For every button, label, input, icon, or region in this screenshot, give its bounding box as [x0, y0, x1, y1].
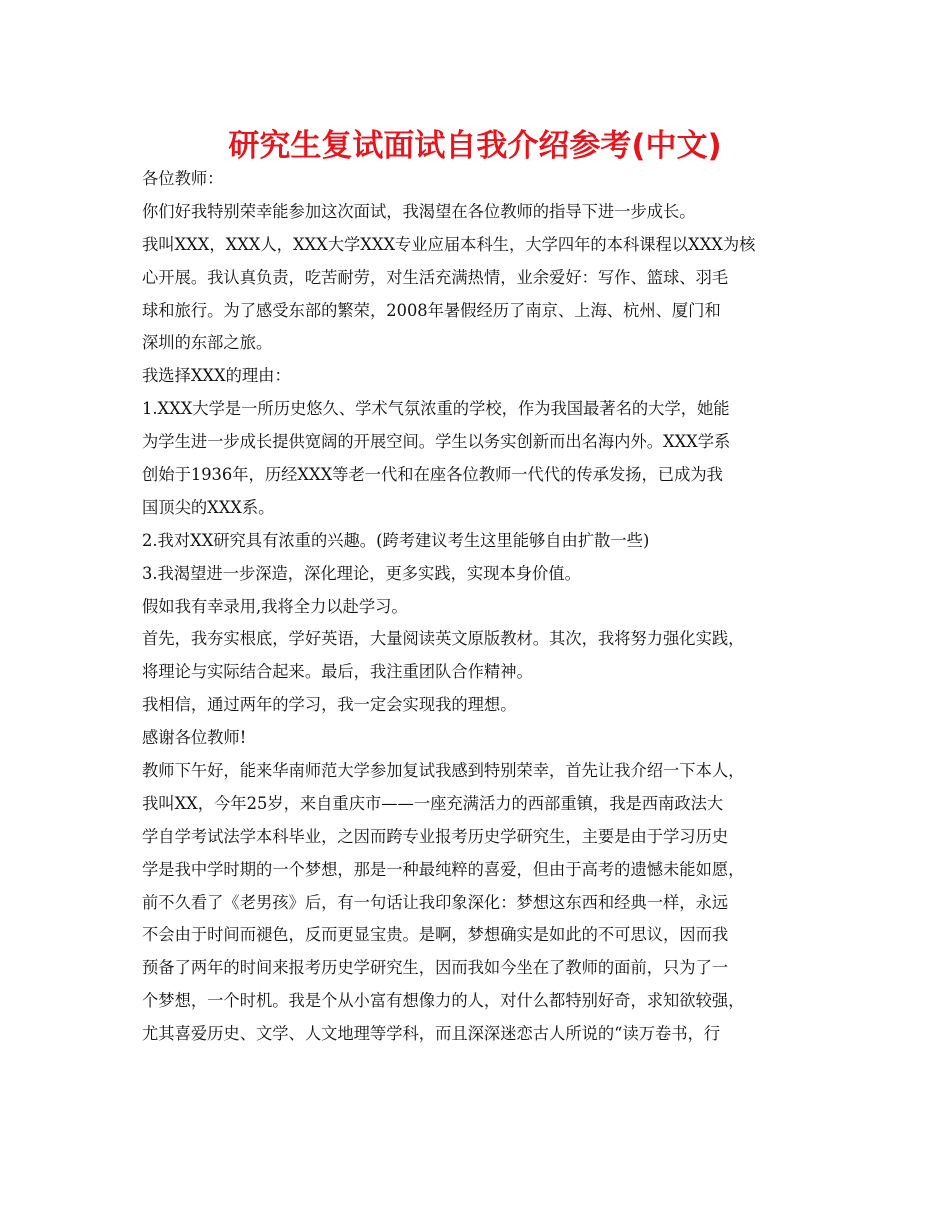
body-text-line: 我叫XXX，XXX人，XXX大学XXX专业应届本科生，大学四年的本科课程以XXX为核: [142, 234, 756, 254]
body-text-line: 学自学考试法学本科毕业，之因而跨专业报考历史学研究生，主要是由于学习历史: [142, 826, 729, 846]
body-text-line: 国顶尖的XXX系。: [142, 497, 275, 517]
body-text-line: 学是我中学时期的一个梦想，那是一种最纯粹的喜爱，但由于高考的遗憾未能如愿，: [142, 859, 745, 879]
body-text-line: 心开展。我认真负责，吃苦耐劳，对生活充满热情，业余爱好：写作、篮球、羽毛: [142, 267, 729, 287]
body-text-line: 深圳的东部之旅。: [142, 333, 273, 353]
body-text-line: 创始于1936年，历经XXX等老一代和在座各位教师一代代的传承发扬，已成为我: [142, 465, 723, 485]
body-text-line: 为学生进一步成长提供宽阔的开展空间。学生以务实创新而出名海内外。XXX学系: [142, 432, 731, 452]
body-text-line: 预备了两年的时间来报考历史学研究生，因而我如今坐在了教师的面前，只为了一: [142, 958, 729, 978]
body-text-line: 尤其喜爱历史、文学、人文地理等学科，而且深深迷恋古人所说的“读万卷书，行: [142, 1024, 721, 1044]
body-text-line: 我叫XX，今年25岁，来自重庆市——一座充满活力的西部重镇，我是西南政法大: [142, 793, 724, 813]
body-text-line: 感谢各位教师!: [142, 728, 247, 748]
body-text-line: 前不久看了《老男孩》后，有一句话让我印象深化：梦想这东西和经典一样，永远: [142, 892, 729, 912]
body-text-line: 各位教师：: [142, 169, 224, 188]
body-text-line: 首先，我夯实根底，学好英语，大量阅读英文原版教材。其次，我将努力强化实践，: [142, 629, 745, 649]
body-text-line: 球和旅行。为了感受东部的繁荣，2008年暑假经历了南京、上海、杭州、厦门和: [142, 300, 721, 320]
document-title: 研究生复试面试自我介绍参考(中文): [228, 128, 722, 164]
body-text-line: 将理论与实际结合起来。最后，我注重团队合作精神。: [142, 662, 533, 682]
body-text-line: 教师下午好，能来华南师范大学参加复试我感到特别荣幸，首先让我介绍一下本人，: [142, 761, 745, 781]
body-text-line: 个梦想，一个时机。我是个从小富有想像力的人，对什么都特别好奇，求知欲较强，: [142, 991, 745, 1011]
body-text-line: 不会由于时间而褪色，反而更显宝贵。是啊，梦想确实是如此的不可思议，因而我: [142, 925, 729, 945]
document-body: [142, 163, 842, 1051]
body-text-line: 我选择XXX的理由：: [142, 366, 291, 386]
body-text-line: 假如我有幸录用,我将全力以赴学习。: [142, 596, 408, 616]
body-text-line: 2.我对XX研究具有浓重的兴趣。(跨考建议考生这里能够自由扩散一些): [142, 530, 650, 550]
body-text-line: 1.XXX大学是一所历史悠久、学术气氛浓重的学校，作为我国最著名的大学，她能: [142, 399, 730, 419]
body-text-line: 你们好我特别荣幸能参加这次面试，我渴望在各位教师的指导下进一步成长。: [142, 201, 696, 221]
body-text-line: 我相信，通过两年的学习，我一定会实现我的理想。: [142, 695, 517, 715]
body-text-line: 3.我渴望进一步深造，深化理论，更多实践，实现本身价值。: [142, 563, 581, 583]
